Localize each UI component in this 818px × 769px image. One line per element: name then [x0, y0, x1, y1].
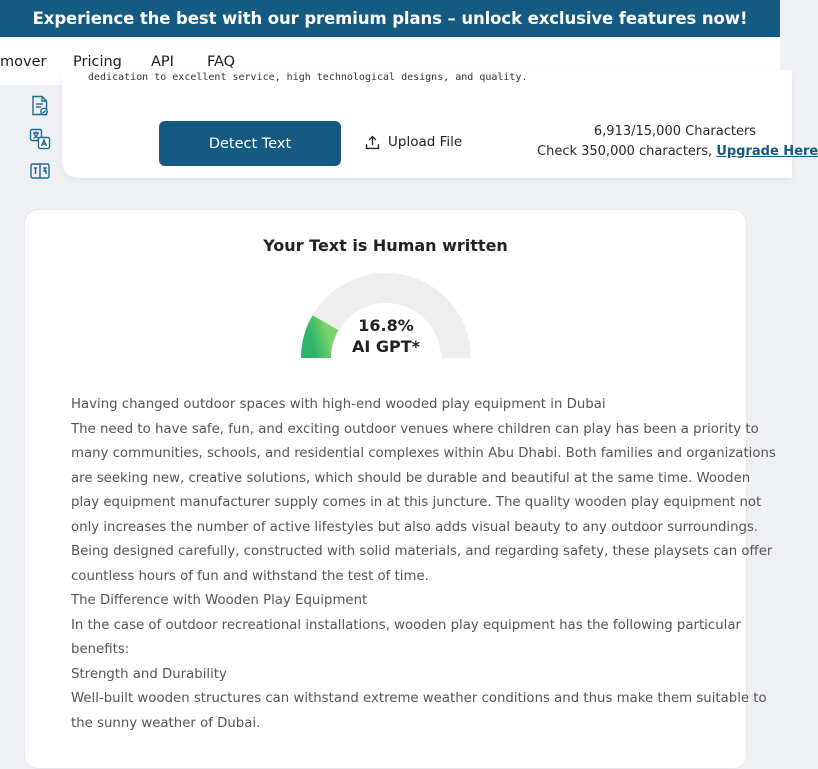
result-text-line: play equipment manufacturer supply comes in at this juncture. The quality wooden play equipment not — [71, 495, 762, 510]
promo-banner[interactable] — [0, 0, 780, 37]
result-text-line: The Difference with Wooden Play Equipment — [71, 593, 368, 608]
nav-item-faq[interactable]: FAQ — [207, 54, 236, 70]
character-limit-note — [537, 144, 818, 159]
promo-banner-text: Experience the best with our premium plans – unlock exclusive features now! — [32, 9, 748, 28]
result-text-line: benefits: — [71, 642, 130, 657]
text-input-visible-line: dedication to excellent service, high technological designs, and quality. — [88, 72, 528, 83]
text-input-area[interactable] — [88, 72, 728, 91]
result-text — [71, 393, 776, 736]
result-text-line: In the case of outdoor recreational installations, wooden play equipment has the following particular — [71, 617, 741, 633]
result-text-line: are seeking new, creative solutions, which should be durable and beautiful at the same time. Wooden — [71, 470, 751, 486]
upload-file-label: Upload File — [388, 134, 463, 150]
result-text-line: the sunny weather of Dubai. — [71, 715, 261, 731]
nav-item-remover[interactable]: mover — [0, 54, 47, 70]
result-text-line: Well-built wooden structures can withstand extreme weather conditions and thus make them suitable to — [71, 691, 767, 706]
result-text-line: The need to have safe, fun, and exciting outdoor venues where children can play has been a priority to — [71, 421, 759, 437]
character-limit-text: Check 350,000 characters, — [537, 144, 713, 159]
result-text-line: many communities, schools, and residential complexes within Abu Dhabi. Both families and organizations — [71, 446, 776, 461]
nav-item-pricing[interactable]: Pricing — [73, 54, 122, 70]
upload-file-button[interactable] — [364, 131, 462, 153]
result-text-line: only increases the number of active lifestyles but also adds visual beauty to any outdoor surroundings. — [71, 519, 759, 535]
upgrade-link[interactable]: Upgrade Here — [716, 144, 818, 159]
ai-score-label: AI GPT* — [351, 337, 421, 356]
result-text-line: countless hours of fun and withstand the test of time. — [71, 568, 429, 584]
upload-icon — [364, 134, 381, 151]
result-text-line: Strength and Durability — [71, 666, 227, 682]
translate-icon[interactable] — [28, 127, 52, 151]
document-check-icon[interactable] — [28, 94, 52, 118]
result-text-line: Being designed carefully, constructed with solid materials, and regarding safety, these playsets can offer — [71, 544, 773, 559]
compare-icon[interactable] — [28, 159, 52, 183]
detect-text-button[interactable]: Detect Text — [159, 121, 341, 166]
result-title: Your Text is Human written — [263, 236, 508, 255]
nav-item-api[interactable]: API — [151, 54, 174, 70]
result-text-line: Having changed outdoor spaces with high-end wooded play equipment in Dubai — [71, 397, 606, 412]
character-count: 6,913/15,000 Characters — [593, 124, 757, 139]
ai-score-value: 16.8% — [358, 316, 414, 335]
